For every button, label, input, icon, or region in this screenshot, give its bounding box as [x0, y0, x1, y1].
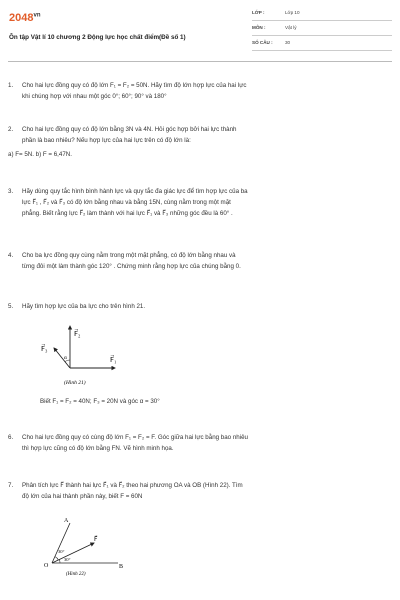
- angle-arc: [55, 557, 58, 560]
- meta-label-class: LỚP :: [252, 10, 265, 15]
- label-a: A: [64, 518, 69, 524]
- label-f2: F⃗₂: [74, 330, 81, 338]
- question-line: lực F⃗₁ , F⃗₂ và F⃗₃ có độ lớn bằng nhau và bằng 15N, cùng nằm trong một mặt: [22, 199, 231, 206]
- question-1: [8, 80, 382, 102]
- label-o: O: [44, 563, 49, 569]
- meta-divider: [252, 20, 392, 21]
- question-line: phẳng. Biết rằng lực F⃗₂ làm thành với hai lực F⃗₁ và F⃗₃ những góc đều là 60° .: [22, 210, 233, 217]
- question-line: Cho hai lực đồng quy có cùng độ lớn F₁ = F₂ = F. Góc giữa hai lực bằng bao nhiêu: [22, 434, 248, 441]
- meta-value-class: Lớp 10: [285, 10, 300, 15]
- angle-arc: [59, 560, 60, 564]
- label-f3: F⃗₃: [41, 345, 48, 353]
- figure-21: [30, 318, 140, 390]
- question-2: [8, 124, 382, 160]
- label-alpha: α: [64, 355, 67, 361]
- page-title: Ôn tập Vật lí 10 chương 2 Động lực học chất điểm(Đề số 1): [9, 34, 186, 41]
- label-angle-top: 30°: [58, 549, 65, 554]
- label-b: B: [119, 564, 124, 570]
- label-f1: F⃗₁: [110, 356, 117, 364]
- question-4: [8, 250, 382, 272]
- question-5: [8, 301, 382, 312]
- meta-value-subject: Vật lý: [285, 25, 297, 30]
- question-line: từng đôi một làm thành góc 120° . Chứng minh rằng hợp lực của chúng bằng 0.: [22, 263, 241, 270]
- meta-divider: [252, 35, 392, 36]
- question-line: Hãy dùng quy tắc hình bình hành lực và quy tắc đa giác lực để tìm hợp lực của ba: [22, 188, 248, 195]
- meta-divider: [252, 50, 392, 51]
- question-7: [8, 480, 382, 502]
- header-divider: [8, 61, 392, 62]
- question-number: 6.: [8, 434, 14, 441]
- question-number: 3.: [8, 188, 14, 195]
- figure-caption: (Hình 21): [64, 380, 86, 386]
- question-answers: a) F= 5N. b) F = 6,47N.: [8, 151, 72, 158]
- question-number: 2.: [8, 126, 14, 133]
- question-6: [8, 432, 382, 454]
- figure-22: [40, 515, 140, 580]
- meta-label-subject: MÔN :: [252, 25, 266, 30]
- question-line: Cho ba lực đồng quy cùng nằm trong một mặt phẳng, có độ lớn bằng nhau và: [22, 252, 236, 259]
- question-number: 4.: [8, 252, 14, 259]
- question-line: phần là bao nhiêu? Nếu hợp lực của hai lực trên có độ lớn là:: [22, 137, 191, 144]
- question-line: Cho hai lực đồng quy có độ lớn F₁ = F₂ = 50N. Hãy tìm độ lớn hợp lực của hai lực: [22, 82, 247, 89]
- force-f3-arrow: [54, 348, 70, 368]
- question-5-given: Biết F₁ = F₂ = 40N; F₃ = 20N và góc α = 30°: [40, 398, 160, 405]
- question-line: Phân tích lực F⃗ thành hai lực F⃗₁ và F⃗₂ theo hai phương OA và OB (Hình 22). Tìm: [22, 482, 243, 489]
- question-line: độ lớn của hai thành phần này, biết F = 60N: [22, 493, 143, 500]
- question-line: khi chúng hợp với nhau một góc 0°; 60°; 90° và 180°: [22, 93, 167, 100]
- meta-value-count: 30: [285, 40, 291, 45]
- figure-caption: (Hình 22): [66, 572, 86, 577]
- question-number: 1.: [8, 82, 14, 89]
- meta-label-count: SỐ CÂU :: [252, 40, 273, 45]
- question-number: 7.: [8, 482, 14, 489]
- document-header: [0, 0, 400, 58]
- question-3: [8, 186, 382, 219]
- question-number: 5.: [8, 303, 14, 310]
- site-logo[interactable]: $2048^{vn}$: [9, 12, 41, 24]
- question-line: Hãy tìm hợp lực của ba lực cho trên hình 21.: [22, 303, 146, 310]
- label-f: F⃗: [94, 537, 98, 543]
- question-line: Cho hai lực đồng quy có độ lớn bằng 3N và 4N. Hỏi góc hợp bởi hai lực thành: [22, 126, 237, 133]
- question-line: thì hợp lực cũng có độ lớn bằng FN. Vẽ hình minh họa.: [22, 445, 174, 452]
- label-angle-bottom: 30°: [64, 557, 71, 562]
